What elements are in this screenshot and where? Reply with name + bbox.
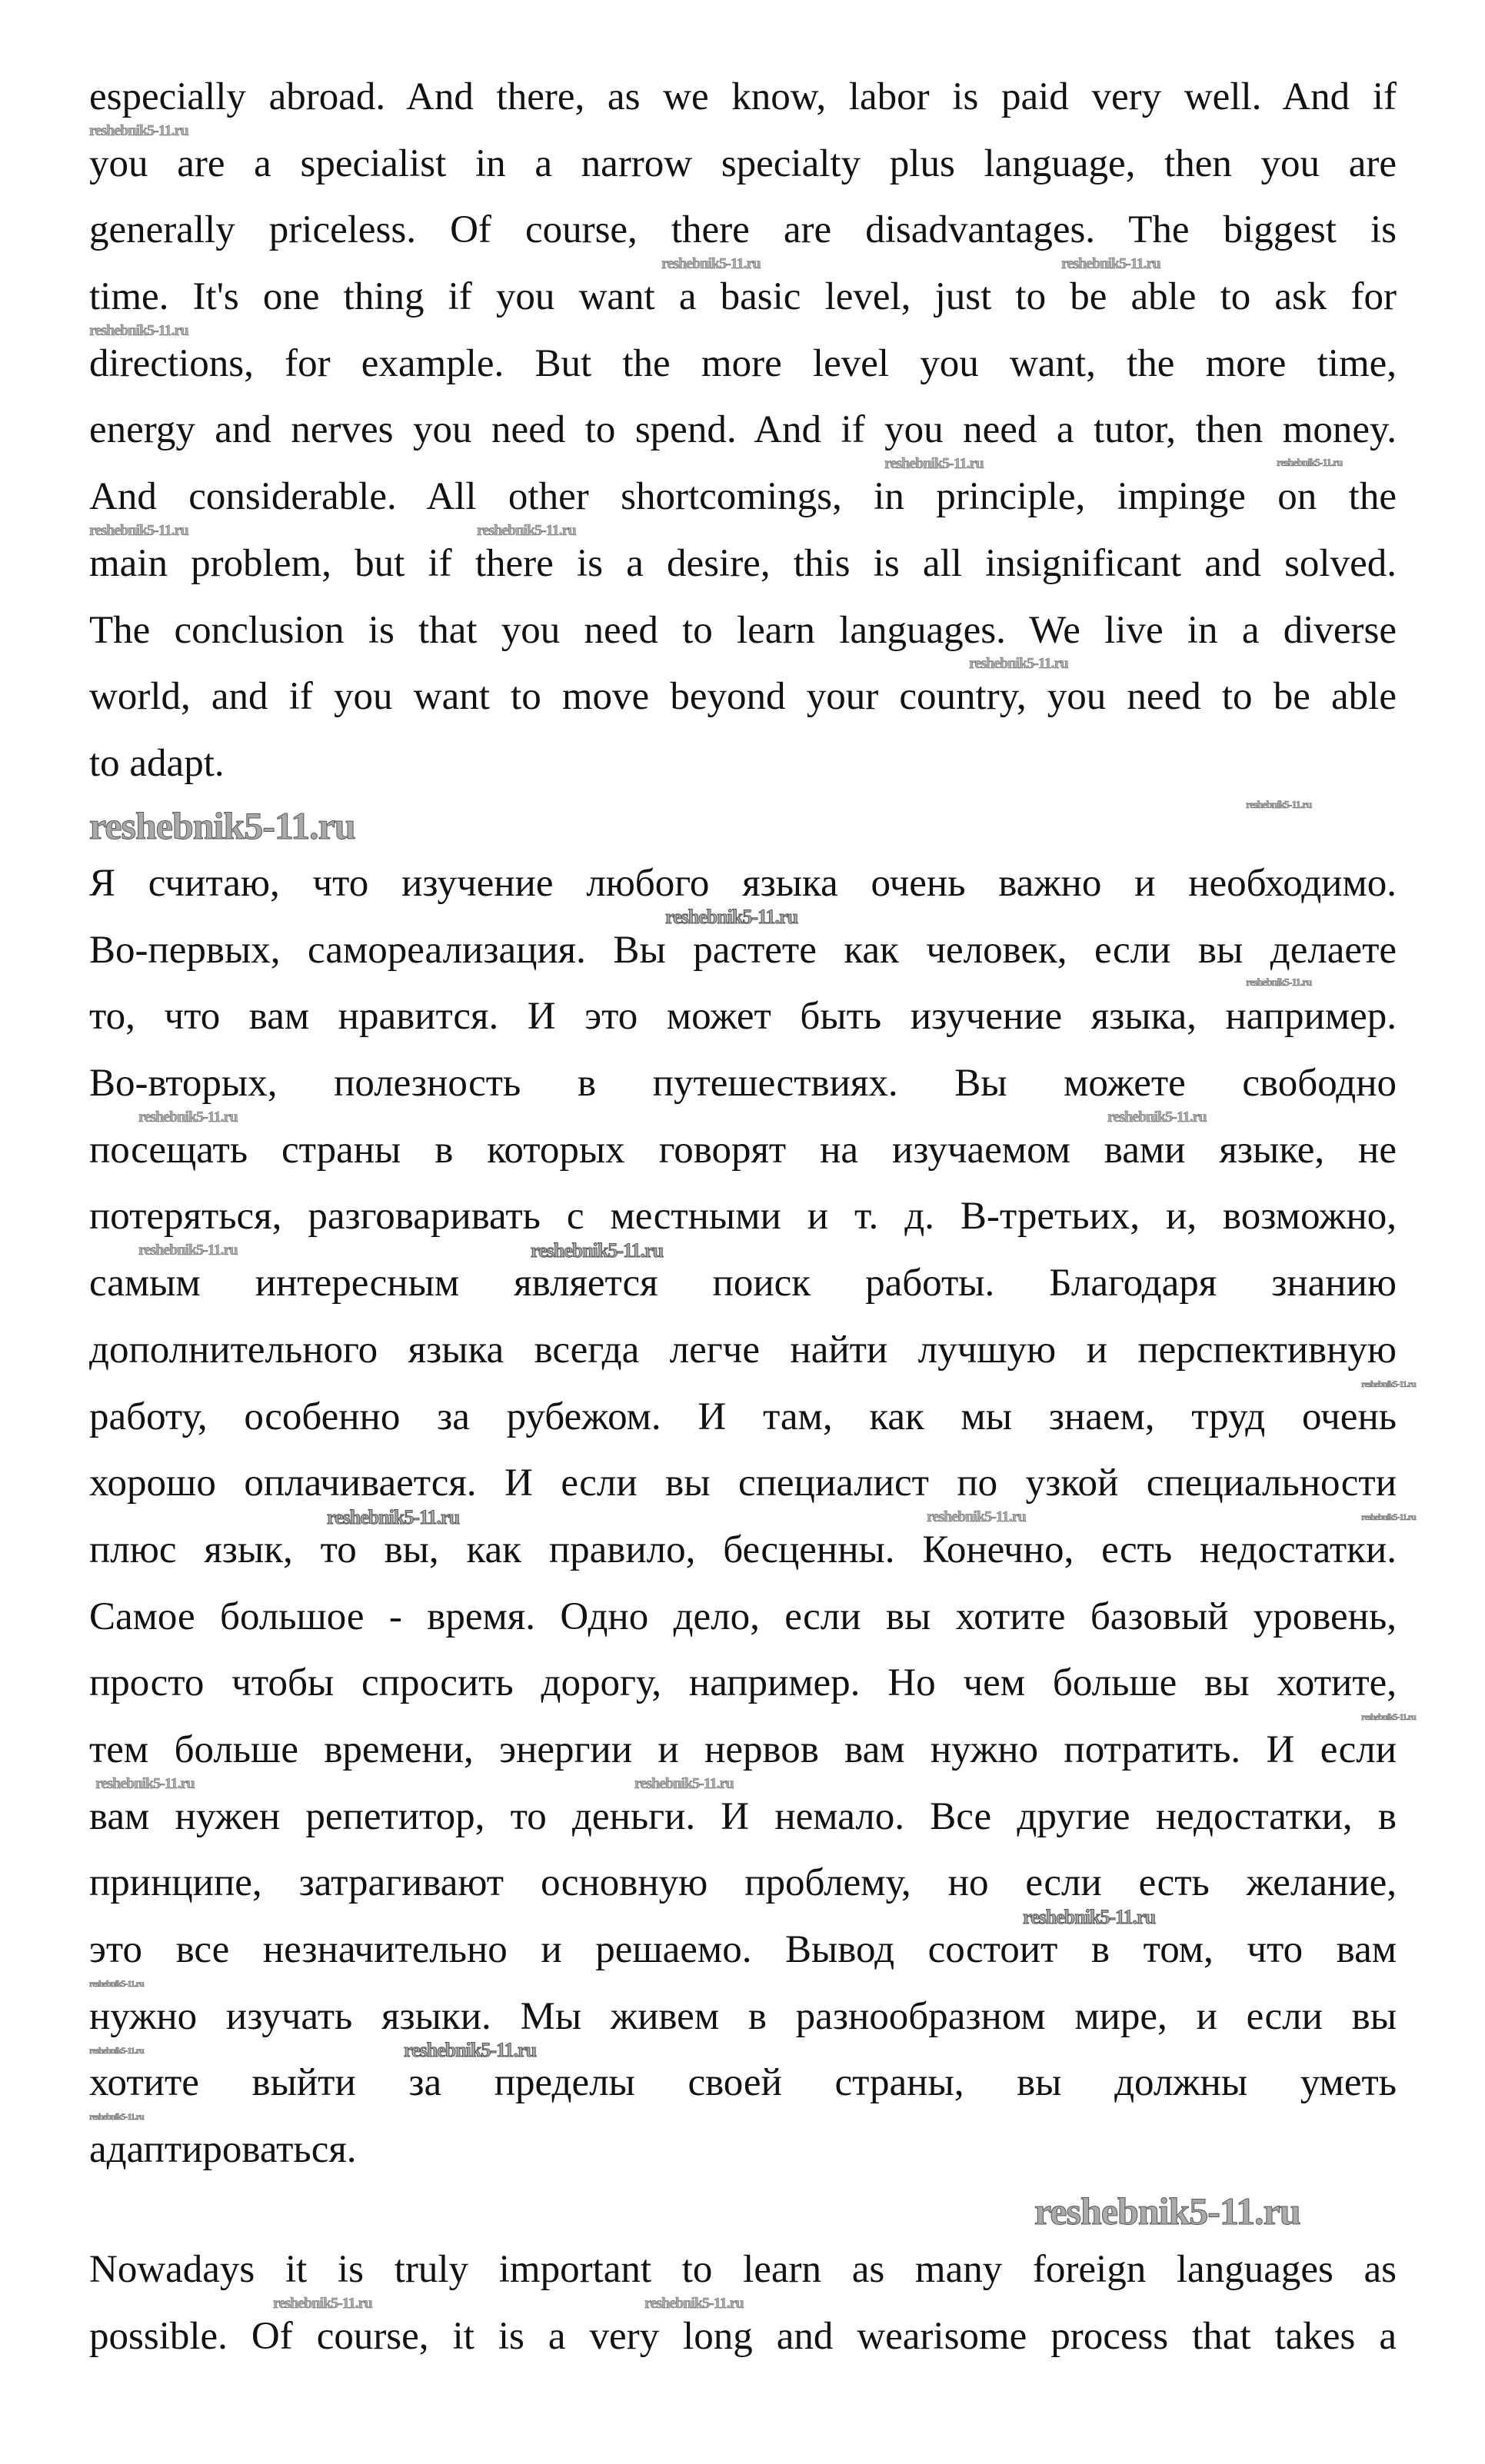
watermark: reshebnik5-11.ru: [89, 122, 188, 139]
watermark: reshebnik5-11.ru: [1361, 1511, 1416, 1522]
text-line: дополнительного языка всегда легче найти лучшую и перспективную: [89, 1328, 1397, 1372]
text-line: world, and if you want to move beyond your country, you need to be able: [89, 675, 1397, 719]
watermark: reshebnik5-11.ru: [969, 655, 1068, 672]
watermark: reshebnik5-11.ru: [477, 522, 576, 539]
watermark: reshebnik5-11.ru: [1246, 800, 1312, 811]
watermark: reshebnik5-11.ru: [1061, 255, 1160, 272]
text-line: просто чтобы спросить дорогу, например. Но чем больше вы хотите,: [89, 1661, 1397, 1705]
paragraph-english-1: [89, 64, 1397, 797]
watermark: reshebnik5-11.ru: [1023, 1906, 1156, 1928]
watermark: reshebnik5-11.ru: [644, 2295, 744, 2312]
text-line: хотите выйти за пределы своей страны, вы должны уметь: [89, 2061, 1397, 2105]
watermark: reshebnik5-11.ru: [89, 2045, 144, 2056]
watermark: reshebnik5-11.ru: [531, 1239, 664, 1262]
text-line: плюс язык, то вы, как правило, бесценны. Конечно, есть недостатки.: [89, 1528, 1397, 1571]
watermark: reshebnik5-11.ru: [665, 906, 798, 928]
watermark: reshebnik5-11.ru: [1361, 1378, 1416, 1389]
text-line: вам нужен репетитор, то деньги. И немало. Все другие недостатки, в: [89, 1794, 1397, 1838]
watermark: reshebnik5-11.ru: [404, 2039, 537, 2061]
watermark: reshebnik5-11.ru: [273, 2295, 372, 2312]
watermark: reshebnik5-11.ru: [1361, 1711, 1416, 1722]
text-line: хорошо оплачивается. И если вы специалист по узкой специальности: [89, 1461, 1397, 1505]
watermark: reshebnik5-11.ru: [89, 322, 188, 339]
text-line: принципе, затрагивают основную проблему, но если есть желание,: [89, 1861, 1397, 1905]
text-line: Nowadays it is truly important to learn as many foreign languages as: [89, 2248, 1397, 2291]
text-line: посещать страны в которых говорят на изучаемом вами языке, не: [89, 1128, 1397, 1172]
watermark: reshebnik5-11.ru: [884, 455, 984, 472]
watermark: reshebnik5-11.ru: [661, 255, 761, 272]
text-line: you are a specialist in a narrow specialty plus language, then you are: [89, 141, 1397, 185]
text-line: to adapt.: [89, 741, 225, 785]
watermark: reshebnik5-11.ru: [95, 1775, 195, 1792]
watermark: reshebnik5-11.ru: [327, 1506, 460, 1528]
text-line: это все незначительно и решаемо. Вывод состоит в том, что вам: [89, 1928, 1397, 1971]
watermark: reshebnik5-11.ru: [89, 522, 188, 539]
text-line: directions, for example. But the more level you want, the more time,: [89, 341, 1397, 385]
watermark: reshebnik5-11.ru: [927, 1508, 1026, 1525]
text-line: Во-первых, самореализация. Вы растете как человек, если вы делаете: [89, 928, 1397, 972]
text-line: main problem, but if there is a desire, this is all insignificant and solved.: [89, 541, 1397, 585]
text-line: especially abroad. And there, as we know, labor is paid very well. And if: [89, 75, 1397, 118]
paragraph-russian: [89, 850, 1397, 2183]
text-line: possible. Of course, it is a very long and wearisome process that takes a: [89, 2314, 1397, 2358]
text-line: Во-вторых, полезность в путешествиях. Вы можете свободно: [89, 1062, 1397, 1106]
text-line: работу, особенно за рубежом. И там, как мы знаем, труд очень: [89, 1395, 1397, 1438]
watermark: reshebnik5-11.ru: [1246, 977, 1312, 989]
text-line: generally priceless. Of course, there are disadvantages. The biggest is: [89, 208, 1397, 252]
watermark: reshebnik5-11.ru: [138, 1109, 238, 1126]
watermark: reshebnik5-11.ru: [1107, 1109, 1207, 1126]
watermark: reshebnik5-11.ru: [89, 2111, 144, 2122]
text-line: The conclusion is that you need to learn languages. We live in a diverse: [89, 608, 1397, 652]
watermark: reshebnik5-11.ru: [138, 1242, 238, 1259]
watermark: reshebnik5-11.ru: [1034, 2190, 1300, 2233]
watermark: reshebnik5-11.ru: [1277, 457, 1343, 469]
text-line: нужно изучать языки. Мы живем в разнообразном мире, и если вы: [89, 1994, 1397, 2038]
watermark: reshebnik5-11.ru: [89, 1978, 144, 1989]
text-line: Я считаю, что изучение любого языка очень важно и необходимо.: [89, 862, 1397, 905]
text-line: time. It's one thing if you want a basic level, just to be able to ask for: [89, 275, 1397, 319]
watermark: reshebnik5-11.ru: [634, 1775, 734, 1792]
text-line: And considerable. All other shortcomings, in principle, impinge on the: [89, 475, 1397, 519]
text-line: самым интересным является поиск работы. Благодаря знанию: [89, 1262, 1397, 1305]
text-line: Самое большое - время. Одно дело, если вы хотите базовый уровень,: [89, 1594, 1397, 1638]
text-line: потеряться, разговаривать с местными и т. д. В-третьих, и, возможно,: [89, 1195, 1397, 1239]
text-line: адаптироваться.: [89, 2128, 357, 2172]
text-line: то, что вам нравится. И это может быть изучение языка, например.: [89, 995, 1397, 1039]
text-line: energy and nerves you need to spend. And if you need a tutor, then money.: [89, 408, 1397, 452]
text-line: тем больше времени, энергии и нервов вам нужно потратить. И если: [89, 1727, 1397, 1771]
watermark: reshebnik5-11.ru: [89, 804, 355, 847]
